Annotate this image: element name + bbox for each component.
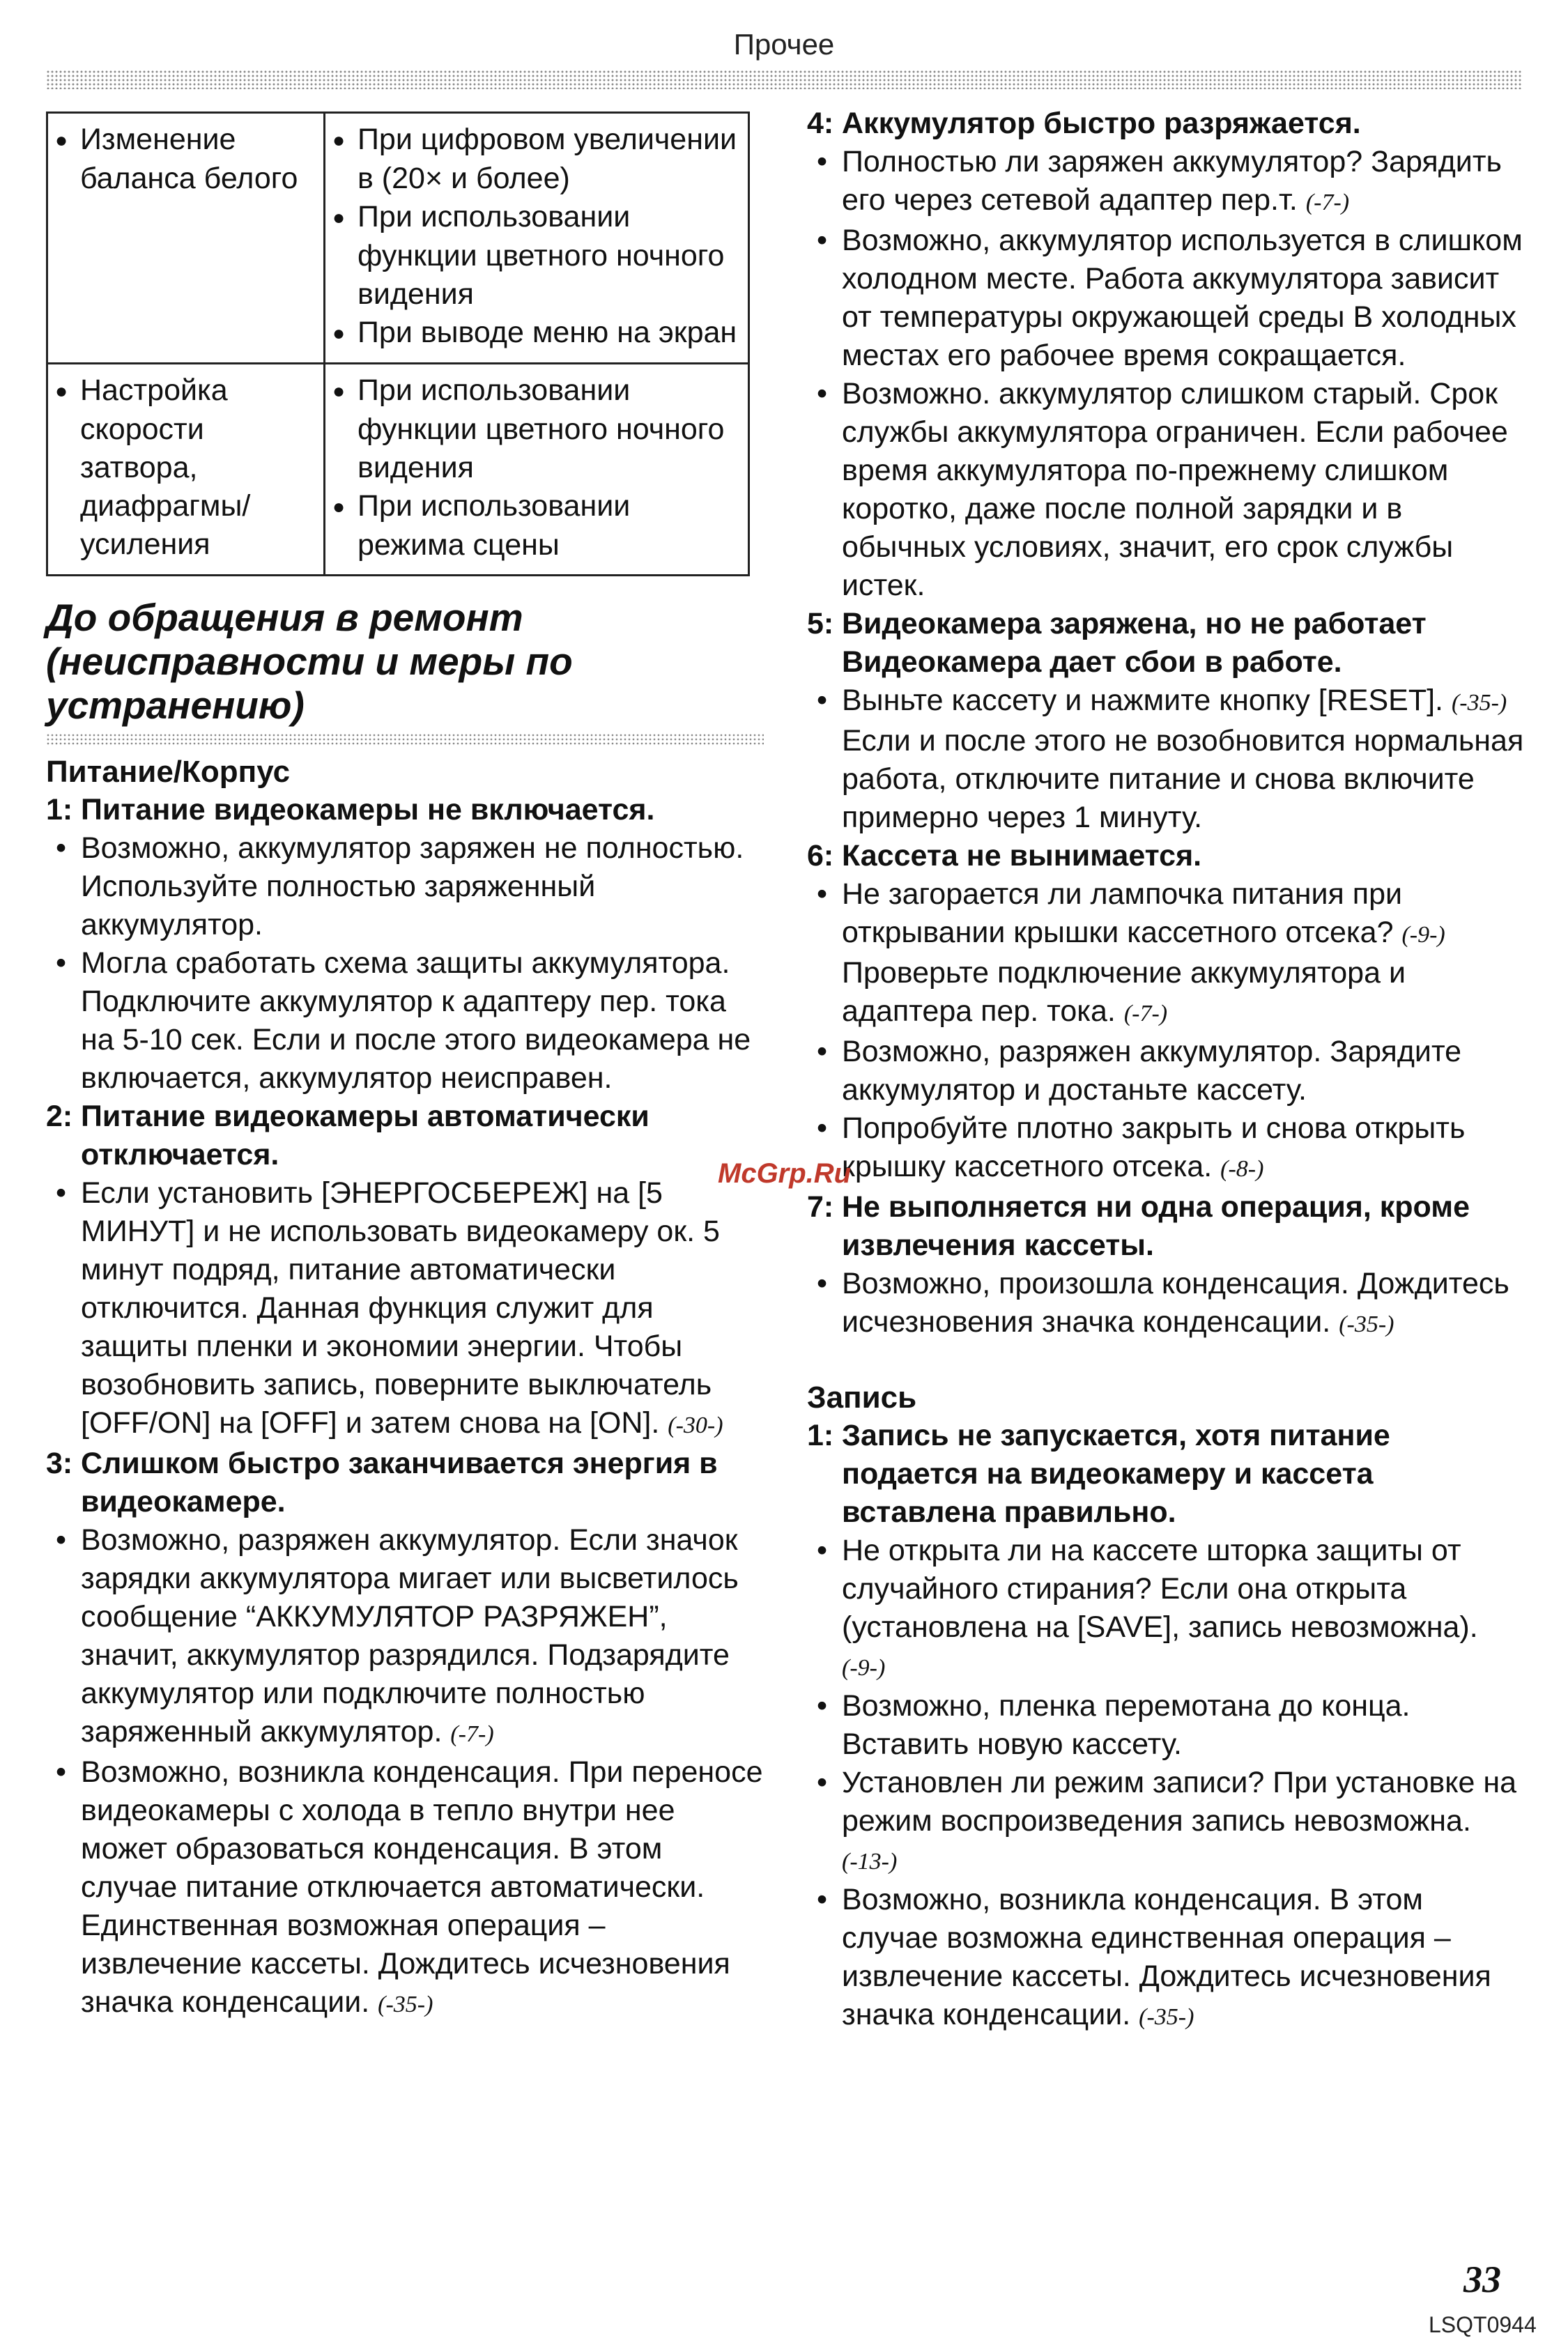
answer-point [807, 143, 1525, 222]
question-text: Аккумулятор быстро разряжается. [842, 107, 1361, 140]
question-heading [807, 837, 1525, 875]
answer-text: Полностью ли заряжен аккумулятор? Зарядить его через сетевой адаптер пер.т. [842, 145, 1502, 217]
page-reference: (-35-) [378, 1992, 433, 2017]
table-cell [325, 364, 749, 576]
page-reference: (-7-) [1305, 190, 1350, 215]
answer-text: Не загорается ли лампочка питания при открывании крышки кассетного отсека? [842, 877, 1403, 949]
question-text: Слишком быстро заканчивается энергия в видеокамере. [81, 1447, 718, 1518]
answer-point [807, 1109, 1525, 1188]
modes-table [46, 111, 750, 576]
answer-point [46, 1174, 764, 1445]
question-heading [807, 1188, 1525, 1265]
page-reference: (-7-) [1123, 1001, 1168, 1026]
table-item: ● При выводе меню на экран [332, 314, 741, 353]
answer-text: Выньте кассету и нажмите кнопку [RESET]. [842, 684, 1443, 717]
answer-text: Установлен ли режим записи? При установке на режим воспроизведения запись невозможна. [842, 1766, 1517, 1838]
page-reference: (-35-) [1451, 690, 1507, 716]
question-heading [46, 1445, 764, 1521]
answer-point: • Возможно, разряжен аккумулятор. Зарядите аккумулятор и достаньте кассету. [807, 1033, 1525, 1109]
table-item: ● При использовании функции цветного ночного видения [332, 371, 741, 487]
answer-point: • Возможно, пленка перемотана до конца. Вставить новую кассету. [807, 1687, 1525, 1764]
page-reference: (-9-) [1401, 922, 1445, 948]
left-column [46, 105, 764, 2024]
table-item: ● При использовании режима сцены [332, 487, 741, 564]
answer-text: Возможно, разряжен аккумулятор. Если значок зарядки аккумулятора мигает или высветилось сообщение “АККУМУЛЯТОР РАЗРЯЖЕН”, значит, аккумулятор разрядился. Подзарядите аккумулятор или подключите полностью заряженный аккумулятор. [81, 1523, 739, 1748]
answer-text: Если и после этого не возобновится нормальная работа, отключите питание и снова включите примерно через 1 минуту. [842, 724, 1524, 834]
watermark: McGrp.Ru [718, 1158, 852, 1189]
question-number: 3: [46, 1447, 73, 1480]
subsection-heading: Запись [807, 1380, 917, 1415]
answer-point [807, 1764, 1525, 1881]
section-title: До обращения в ремонт (неисправности и меры по устранению) [46, 596, 573, 727]
question-text: Питание видеокамеры не включается. [81, 793, 655, 826]
question-heading [46, 791, 764, 829]
question-number: 5: [807, 607, 834, 640]
answer-point: • Возможно, аккумулятор используется в слишком холодном месте. Работа аккумулятора зависит от температуры окружающей среды В холодных местах его рабочее время сокращается. [807, 222, 1525, 375]
answer-text: Проверьте подключение аккумулятора и адаптера пер. тока. [842, 956, 1406, 1028]
question-heading [807, 1417, 1525, 1532]
answer-text: Попробуйте плотно закрыть и снова открыть крышку кассетного отсека. [842, 1111, 1466, 1183]
question-heading [46, 1098, 764, 1174]
table-item: ● Настройка скорости затвора, диафрагмы/ усиления [55, 371, 316, 564]
answer-point [807, 1881, 1525, 2036]
question-number: 2: [46, 1100, 73, 1133]
page-reference: (-7-) [450, 1721, 494, 1747]
page-reference: (-30-) [668, 1413, 723, 1438]
page-reference: (-9-) [842, 1655, 886, 1681]
question-number: 6: [807, 839, 834, 872]
document-code: LSQT0944 [1429, 2312, 1537, 2337]
page-reference: (-35-) [1139, 2004, 1194, 2030]
page-header: Прочее [733, 28, 835, 61]
question-number: 1: [46, 793, 73, 826]
page-reference: (-13-) [842, 1849, 898, 1875]
page-number: 33 [1463, 2258, 1501, 2300]
answer-text: Не открыта ли на кассете шторка защиты от случайного стирания? Если она открыта (установлена на [SAVE], запись невозможна). [842, 1534, 1478, 1644]
question-number: 4: [807, 107, 834, 140]
answer-point [807, 1532, 1525, 1687]
question-text: Видеокамера заряжена, но не работает Видеокамера дает сбои в работе. [842, 607, 1427, 679]
page-reference: (-8-) [1220, 1156, 1264, 1182]
answer-point: • Могла сработать схема защиты аккумулятора. Подключите аккумулятор к адаптеру пер. тока на 5-10 сек. Если и после этого видеокамера не включается, аккумулятор неисправен. [46, 944, 764, 1098]
answer-text: Возможно, произошла конденсация. Дождитесь исчезновения значка конденсации. [842, 1267, 1509, 1339]
question-heading [807, 605, 1525, 682]
table-row [47, 113, 749, 364]
answer-point: • Возможно. аккумулятор слишком старый. Срок службы аккумулятора ограничен. Если рабочее время аккумулятора по-прежнему слишком коротко, даже после полной зарядки и в обычных условиях, значит, его срок службы истек. [807, 375, 1525, 605]
question-number: 7: [807, 1190, 834, 1224]
answer-text: Возможно, возникла конденсация. При переносе видеокамеры с холода в тепло внутри нее может образоваться конденсация. В этом случае питание отключается автоматически. Единственная возможная операция – извлечение кассеты. Дождитесь исчезновения значка конденсации. [81, 1755, 763, 2019]
question-text: Кассета не вынимается. [842, 839, 1202, 872]
table-item: ● При цифровом увеличении в (20× и более) [332, 121, 741, 198]
table-cell [325, 113, 749, 364]
table-item: ● Изменение баланса белого [55, 121, 316, 198]
page-reference: (-35-) [1339, 1311, 1394, 1337]
question-number: 1: [807, 1419, 834, 1452]
question-heading [807, 105, 1525, 143]
right-column [807, 105, 1525, 2036]
answer-text: Если установить [ЭНЕРГОСБЕРЕЖ] на [5 МИНУТ] и не использовать видеокамеру ок. 5 минут подряд, питание автоматически отключится. Данная функция служит для защиты пленки и экономии энергии. Чтобы возобновить запись, поверните выключатель [OFF/ON] на [OFF] и затем снова на [ON]. [81, 1176, 720, 1440]
question-text: Не выполняется ни одна операция, кроме извлечения кассеты. [842, 1190, 1470, 1262]
table-cell [47, 113, 325, 364]
table-cell [47, 364, 325, 576]
answer-point [46, 1753, 764, 2024]
answer-text: Возможно, возникла конденсация. В этом случае возможна единственная операция – извлечение кассеты. Дождитесь исчезновения значка конденсации. [842, 1883, 1491, 2031]
answer-point [46, 1521, 764, 1753]
answer-point [807, 875, 1525, 1033]
answer-point: • Возможно, аккумулятор заряжен не полностью. Используйте полностью заряженный аккумулятор. [46, 829, 764, 944]
subsection-heading: Питание/Корпус [46, 755, 291, 789]
table-item: ● При использовании функции цветного ночного видения [332, 198, 741, 314]
answer-point [807, 682, 1525, 837]
question-text: Запись не запускается, хотя питание подается на видеокамеру и кассета вставлена правильно. [842, 1419, 1390, 1529]
header-rule [46, 70, 1522, 89]
answer-point [807, 1265, 1525, 1344]
question-text: Питание видеокамеры автоматически отключается. [81, 1100, 650, 1171]
title-rule [46, 733, 764, 746]
table-row [47, 364, 749, 576]
